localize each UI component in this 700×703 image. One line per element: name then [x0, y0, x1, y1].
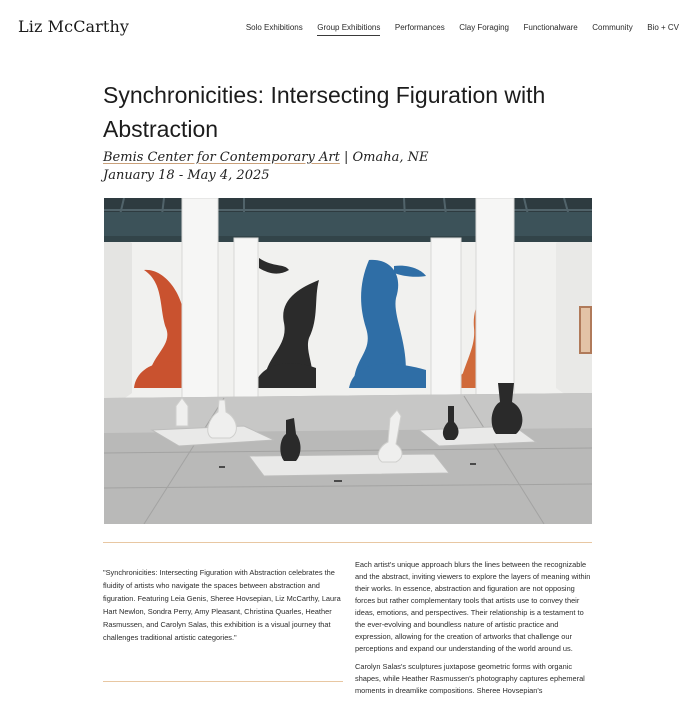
- nav-community[interactable]: Community: [592, 23, 633, 32]
- site-title[interactable]: Liz McCarthy: [18, 17, 130, 36]
- installation-photo: [104, 198, 592, 524]
- nav-group-exhibitions[interactable]: Group Exhibitions: [317, 23, 380, 36]
- intro-quote: "Synchronicities: Intersecting Figuration with Abstraction celebrates the fluidity of artists who navigate the spaces between abstraction and figuration. Featuring Leia Genis, Sheree Hovsepian, Liz McCarthy, Laura Hart Newlon, Sondra Perry, Amy Pleasant, Christina Quarles, Heather Rasmussen, and Carolyn Salas, this exhibition is a visual journey that challenges traditional artistic categories.": [103, 568, 341, 642]
- exhibition-dates: January 18 - May 4, 2025: [103, 168, 270, 183]
- nav-clay-foraging[interactable]: Clay Foraging: [459, 23, 509, 32]
- nav-solo-exhibitions[interactable]: Solo Exhibitions: [245, 23, 303, 32]
- main-nav: [246, 23, 679, 36]
- nav-functionalware[interactable]: Functionalware: [523, 23, 578, 32]
- description-paragraph-2: Carolyn Salas's sculptures juxtapose geometric forms with organic shapes, while Heather Rasmussen's photography captures ephemeral moments in dreamlike compositions. Sheree Hovsepian's: [355, 662, 585, 695]
- description-column: [355, 559, 595, 703]
- site-header: [0, 0, 700, 56]
- installation-photo-illustration: [104, 198, 592, 524]
- venue-link[interactable]: Bemis Center for Contemporary Art: [103, 150, 340, 165]
- venue-location: Omaha, NE: [352, 150, 429, 165]
- page-title: Synchronicities: Intersecting Figuration with Abstraction: [103, 82, 546, 142]
- section-divider-bottom: [103, 681, 343, 682]
- section-divider-top: [103, 542, 592, 543]
- nav-performances[interactable]: Performances: [394, 23, 445, 32]
- venue-line: [103, 148, 428, 168]
- description-paragraph-1: Each artist's unique approach blurs the lines between the recognizable and the abstract, inviting viewers to explore the layers of meaning within their works. In essence, abstraction and figuration are not opposing forces but rather complementary tools that artists use to convey their ideas, emotions, and perspectives. Their relationship is a testament to the ever-evolving and boundless nature of artistic practice and expression, allowing for the creation of artworks that challenge our perceptions and expand our understanding of the world around us.: [355, 560, 591, 653]
- venue-separator: |: [339, 150, 353, 165]
- nav-bio-cv[interactable]: Bio + CV: [647, 23, 679, 32]
